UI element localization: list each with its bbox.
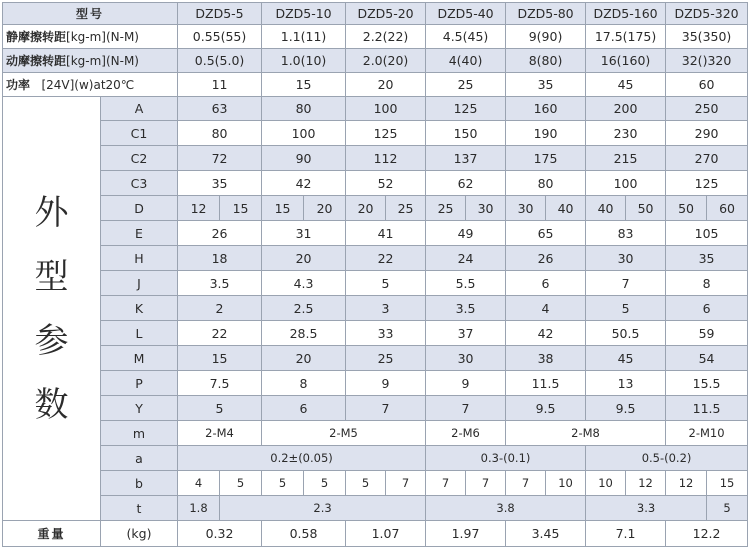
table-cell: 13 — [586, 371, 666, 396]
table-cell: 7 — [386, 471, 426, 496]
table-cell: 6 — [506, 271, 586, 296]
table-cell: 4.5(45) — [426, 25, 506, 49]
table-cell: 5 — [220, 471, 262, 496]
dim-row-j — [3, 271, 748, 296]
dim-row-c1 — [3, 121, 748, 146]
table-cell: 1.0(10) — [262, 49, 346, 73]
model-name: DZD5-5 — [178, 3, 262, 25]
table-cell: 30 — [466, 196, 506, 221]
dim-row-d — [3, 196, 748, 221]
table-cell: 7 — [346, 396, 426, 421]
table-cell: 72 — [178, 146, 262, 171]
table-cell: 100 — [262, 121, 346, 146]
table-cell: 190 — [506, 121, 586, 146]
table-cell: 31 — [262, 221, 346, 246]
table-cell: 11.5 — [506, 371, 586, 396]
table-cell: 30 — [426, 346, 506, 371]
table-cell: 37 — [426, 321, 506, 346]
table-cell: 8(80) — [506, 49, 586, 73]
table-cell: 5 — [178, 396, 262, 421]
table-cell: 2.2(22) — [346, 25, 426, 49]
table-cell: 59 — [666, 321, 748, 346]
table-cell: 60 — [666, 73, 748, 97]
table-cell: 1.97 — [426, 521, 506, 547]
dynamic-torque-label: 动摩擦转距[kg-m](N-M) — [3, 49, 178, 73]
table-cell: 137 — [426, 146, 506, 171]
table-cell: 52 — [346, 171, 426, 196]
table-cell: 112 — [346, 146, 426, 171]
table-cell: 150 — [426, 121, 506, 146]
table-cell: 7 — [466, 471, 506, 496]
table-cell: 35(350) — [666, 25, 748, 49]
table-cell: 1.1(11) — [262, 25, 346, 49]
table-cell: 0.58 — [262, 521, 346, 547]
model-name: DZD5-20 — [346, 3, 426, 25]
dim-row-e — [3, 221, 748, 246]
table-cell: 9 — [426, 371, 506, 396]
table-cell: 15 — [220, 196, 262, 221]
table-cell: 7 — [426, 396, 506, 421]
table-cell: 49 — [426, 221, 506, 246]
table-cell: 2 — [178, 296, 262, 321]
table-cell: 15 — [178, 346, 262, 371]
table-cell: 0.3-(0.1) — [426, 446, 586, 471]
dim-row-b — [3, 471, 748, 496]
table-cell: 28.5 — [262, 321, 346, 346]
table-cell: 2-M8 — [506, 421, 666, 446]
model-name: DZD5-320 — [666, 3, 748, 25]
table-cell: 10 — [586, 471, 626, 496]
table-cell: 9(90) — [506, 25, 586, 49]
table-cell: 125 — [666, 171, 748, 196]
table-cell: 9.5 — [506, 396, 586, 421]
table-cell: 4.3 — [262, 271, 346, 296]
table-cell: 230 — [586, 121, 666, 146]
table-cell: 25 — [426, 73, 506, 97]
table-cell: 20 — [262, 346, 346, 371]
param-label: K — [101, 296, 178, 321]
table-cell: 3.8 — [426, 496, 586, 521]
table-cell: 65 — [506, 221, 586, 246]
table-cell: 1.8 — [178, 496, 220, 521]
param-label: t — [101, 496, 178, 521]
dim-row-p — [3, 371, 748, 396]
table-cell: 6 — [262, 396, 346, 421]
table-cell: 0.5(5.0) — [178, 49, 262, 73]
table-cell: 80 — [178, 121, 262, 146]
table-cell: 3.5 — [178, 271, 262, 296]
static-torque-row — [3, 25, 748, 49]
table-cell: 35 — [506, 73, 586, 97]
table-cell: 0.55(55) — [178, 25, 262, 49]
table-cell: 62 — [426, 171, 506, 196]
power-label: 功率 [24V](w)at20℃ — [3, 73, 178, 97]
table-cell: 11.5 — [666, 396, 748, 421]
table-cell: 0.32 — [178, 521, 262, 547]
table-cell: 7 — [426, 471, 466, 496]
table-cell: 22 — [178, 321, 262, 346]
table-cell: 50 — [626, 196, 666, 221]
table-cell: 25 — [346, 346, 426, 371]
model-name: DZD5-80 — [506, 3, 586, 25]
table-cell: 40 — [586, 196, 626, 221]
table-cell: 30 — [506, 196, 546, 221]
table-cell: 4 — [178, 471, 220, 496]
table-cell: 80 — [506, 171, 586, 196]
dim-row-t — [3, 496, 748, 521]
weight-row — [3, 521, 748, 547]
power-row — [3, 73, 748, 97]
table-cell: 8 — [262, 371, 346, 396]
param-label: H — [101, 246, 178, 271]
param-label: L — [101, 321, 178, 346]
table-cell: 22 — [346, 246, 426, 271]
table-cell: 2.3 — [220, 496, 426, 521]
param-label: C2 — [101, 146, 178, 171]
table-cell: 90 — [262, 146, 346, 171]
param-label: C1 — [101, 121, 178, 146]
table-cell: 8 — [666, 271, 748, 296]
dim-row-m-thread — [3, 421, 748, 446]
spec-sheet — [2, 2, 747, 546]
dim-row-h — [3, 246, 748, 271]
table-cell: 80 — [262, 97, 346, 121]
param-label: A — [101, 97, 178, 121]
table-cell: 2-M4 — [178, 421, 262, 446]
param-label: M — [101, 346, 178, 371]
param-label: a — [101, 446, 178, 471]
dim-row-l — [3, 321, 748, 346]
static-torque-label: 静摩擦转距[kg-m](N-M) — [3, 25, 178, 49]
table-cell: 2-M6 — [426, 421, 506, 446]
dim-row-a-gap — [3, 446, 748, 471]
table-cell: 12 — [626, 471, 666, 496]
table-cell: 35 — [666, 246, 748, 271]
table-cell: 25 — [386, 196, 426, 221]
table-cell: 15 — [262, 196, 304, 221]
table-cell: 15 — [707, 471, 748, 496]
table-cell: 45 — [586, 346, 666, 371]
table-cell: 41 — [346, 221, 426, 246]
table-cell: 9 — [346, 371, 426, 396]
table-cell: 7.5 — [178, 371, 262, 396]
table-cell: 0.5-(0.2) — [586, 446, 748, 471]
table-cell: 9.5 — [586, 396, 666, 421]
table-cell: 5 — [346, 471, 386, 496]
table-cell: 5 — [586, 296, 666, 321]
table-cell: 16(160) — [586, 49, 666, 73]
weight-label: 重量 — [3, 521, 101, 547]
table-cell: 15.5 — [666, 371, 748, 396]
dim-row-y — [3, 396, 748, 421]
param-label: C3 — [101, 171, 178, 196]
table-cell: 11 — [178, 73, 262, 97]
table-cell: 50 — [666, 196, 707, 221]
table-cell: 105 — [666, 221, 748, 246]
table-cell: 215 — [586, 146, 666, 171]
param-label: P — [101, 371, 178, 396]
table-cell: 4(40) — [426, 49, 506, 73]
table-cell: 125 — [426, 97, 506, 121]
table-cell: 3.3 — [586, 496, 707, 521]
dim-row-k — [3, 296, 748, 321]
table-cell: 60 — [707, 196, 748, 221]
table-cell: 3.45 — [506, 521, 586, 547]
table-cell: 5 — [346, 271, 426, 296]
table-cell: 3 — [346, 296, 426, 321]
table-cell: 30 — [586, 246, 666, 271]
param-label: Y — [101, 396, 178, 421]
table-cell: 160 — [506, 97, 586, 121]
table-cell: 26 — [506, 246, 586, 271]
table-cell: 33 — [346, 321, 426, 346]
table-cell: 38 — [506, 346, 586, 371]
param-label: J — [101, 271, 178, 296]
table-cell: 175 — [506, 146, 586, 171]
model-name: DZD5-40 — [426, 3, 506, 25]
table-cell: 25 — [426, 196, 466, 221]
weight-unit: (kg) — [101, 521, 178, 547]
table-cell: 54 — [666, 346, 748, 371]
table-cell: 2-M10 — [666, 421, 748, 446]
table-cell: 1.07 — [346, 521, 426, 547]
dynamic-torque-row — [3, 49, 748, 73]
table-cell: 42 — [506, 321, 586, 346]
table-cell: 32()320 — [666, 49, 748, 73]
dim-row-c3 — [3, 171, 748, 196]
param-label: m — [101, 421, 178, 446]
table-cell: 20 — [346, 196, 386, 221]
table-cell: 5 — [262, 471, 304, 496]
table-cell: 12 — [666, 471, 707, 496]
header-row — [3, 3, 748, 25]
table-cell: 40 — [546, 196, 586, 221]
table-cell: 100 — [586, 171, 666, 196]
table-cell: 35 — [178, 171, 262, 196]
table-cell: 17.5(175) — [586, 25, 666, 49]
table-cell: 7.1 — [586, 521, 666, 547]
table-cell: 5.5 — [426, 271, 506, 296]
table-cell: 3.5 — [426, 296, 506, 321]
table-cell: 45 — [586, 73, 666, 97]
table-cell: 2-M5 — [262, 421, 426, 446]
table-cell: 2.5 — [262, 296, 346, 321]
model-header-label: 型号 — [3, 3, 178, 25]
dim-row-a — [3, 97, 748, 121]
table-cell: 20 — [262, 246, 346, 271]
table-cell: 5 — [707, 496, 748, 521]
table-cell: 20 — [346, 73, 426, 97]
table-cell: 125 — [346, 121, 426, 146]
table-cell: 15 — [262, 73, 346, 97]
table-cell: 200 — [586, 97, 666, 121]
model-name: DZD5-10 — [262, 3, 346, 25]
table-cell: 20 — [304, 196, 346, 221]
dim-row-c2 — [3, 146, 748, 171]
table-cell: 42 — [262, 171, 346, 196]
table-cell: 18 — [178, 246, 262, 271]
table-cell: 26 — [178, 221, 262, 246]
dim-row-m — [3, 346, 748, 371]
table-cell: 12.2 — [666, 521, 748, 547]
table-cell: 4 — [506, 296, 586, 321]
table-cell: 5 — [304, 471, 346, 496]
table-cell: 12 — [178, 196, 220, 221]
side-label: 外 型 参 数 — [3, 97, 101, 521]
model-name: DZD5-160 — [586, 3, 666, 25]
table-cell: 100 — [346, 97, 426, 121]
table-cell: 7 — [586, 271, 666, 296]
table-cell: 270 — [666, 146, 748, 171]
table-cell: 2.0(20) — [346, 49, 426, 73]
spec-table — [2, 2, 748, 547]
table-cell: 250 — [666, 97, 748, 121]
table-cell: 6 — [666, 296, 748, 321]
table-cell: 24 — [426, 246, 506, 271]
param-label: E — [101, 221, 178, 246]
table-cell: 50.5 — [586, 321, 666, 346]
table-cell: 7 — [506, 471, 546, 496]
table-cell: 0.2±(0.05) — [178, 446, 426, 471]
table-cell: 10 — [546, 471, 586, 496]
param-label: D — [101, 196, 178, 221]
table-cell: 83 — [586, 221, 666, 246]
table-cell: 290 — [666, 121, 748, 146]
table-cell: 63 — [178, 97, 262, 121]
param-label: b — [101, 471, 178, 496]
